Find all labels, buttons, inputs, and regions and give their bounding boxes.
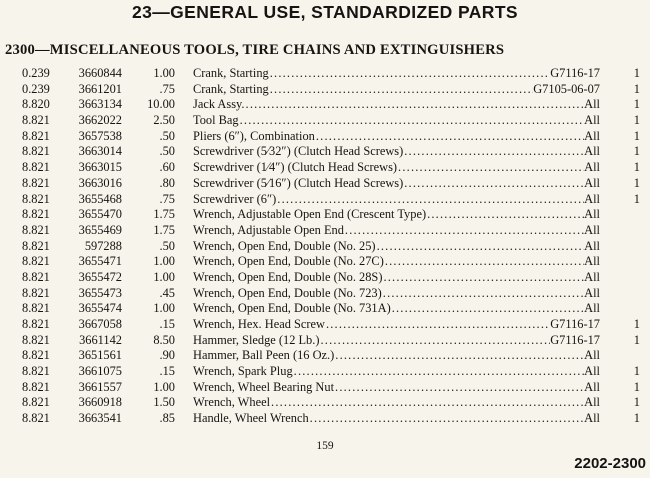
- part-number: 3667058: [78, 317, 122, 331]
- table-row: [0, 317, 650, 333]
- group-number: 8.821: [22, 113, 50, 128]
- part-description: Crank, Starting: [193, 66, 269, 80]
- parts-table: [0, 66, 650, 427]
- description-cell: [193, 97, 600, 113]
- part-number: 3657538: [78, 128, 122, 143]
- group-number: 8.821: [22, 222, 50, 237]
- table-row: [0, 192, 650, 208]
- part-description: Wrench, Open End, Double (No. 723): [193, 285, 382, 300]
- model-applicability: All: [584, 395, 600, 410]
- group-number: 8.821: [22, 301, 50, 316]
- part-description: Screwdriver (5⁄16″) (Clutch Head Screws): [193, 175, 404, 190]
- group-number: 8.821: [22, 254, 50, 269]
- dot-leader: [245, 97, 585, 113]
- part-number: 3663014: [78, 144, 122, 159]
- list-price: 1.75: [153, 222, 175, 237]
- dot-leader: [334, 380, 584, 396]
- part-description: Wrench, Open End, Double (No. 27C): [193, 254, 384, 269]
- part-number: 3655468: [78, 191, 122, 206]
- quantity: 1: [633, 144, 640, 159]
- quantity: 1: [633, 175, 640, 190]
- list-price: .50: [159, 238, 175, 253]
- dot-leader: [384, 254, 584, 270]
- part-description: Handle, Wheel Wrench: [193, 411, 309, 426]
- model-applicability: G7116-17: [550, 332, 600, 347]
- part-description: Wrench, Wheel Bearing Nut: [193, 379, 335, 394]
- table-row: [0, 129, 650, 145]
- description-cell: [193, 239, 600, 255]
- table-row: [0, 380, 650, 396]
- list-price: .15: [159, 317, 175, 331]
- part-number: 3655471: [78, 254, 122, 269]
- quantity: 1: [633, 113, 640, 128]
- group-number: 8.821: [22, 191, 50, 206]
- description-cell: [193, 192, 600, 208]
- description-cell: [193, 129, 600, 145]
- model-applicability: All: [584, 269, 600, 284]
- dot-leader: [382, 270, 584, 286]
- table-row: [0, 286, 650, 302]
- section-code: 2202-2300: [574, 455, 646, 472]
- table-row: [0, 348, 650, 364]
- group-number: 0.239: [22, 81, 50, 96]
- list-price: 8.50: [153, 332, 175, 347]
- part-description: Wrench, Open End, Double (No. 25): [193, 238, 376, 253]
- part-description: Wrench, Spark Plug: [193, 364, 293, 379]
- part-number: 3662022: [78, 113, 122, 128]
- part-description: Jack Assy.: [193, 97, 245, 112]
- group-number: 8.821: [22, 285, 50, 300]
- model-applicability: All: [584, 97, 600, 112]
- list-price: .50: [159, 144, 175, 159]
- dot-leader: [270, 395, 584, 411]
- description-cell: [193, 317, 600, 333]
- list-price: 1.50: [153, 395, 175, 410]
- description-cell: [193, 144, 600, 160]
- table-row: [0, 301, 650, 317]
- description-cell: [193, 286, 600, 302]
- part-description: Wrench, Adjustable Open End: [193, 222, 344, 237]
- model-applicability: All: [584, 379, 600, 394]
- part-number: 3655470: [78, 207, 122, 222]
- part-number: 3661201: [78, 81, 122, 96]
- model-applicability: All: [584, 411, 600, 426]
- group-number: 0.239: [22, 66, 50, 80]
- table-row: [0, 254, 650, 270]
- group-number: 8.821: [22, 175, 50, 190]
- part-description: Screwdriver (1⁄4″) (Clutch Head Screws): [193, 160, 398, 175]
- table-row: [0, 364, 650, 380]
- quantity: 1: [633, 81, 640, 96]
- table-row: [0, 82, 650, 98]
- list-price: .50: [159, 128, 175, 143]
- dot-leader: [315, 129, 584, 145]
- group-number: 8.821: [22, 238, 50, 253]
- model-applicability: All: [584, 160, 600, 175]
- description-cell: [193, 160, 600, 176]
- model-applicability: All: [584, 254, 600, 269]
- part-description: Hammer, Sledge (12 Lb.): [193, 332, 320, 347]
- description-cell: [193, 207, 600, 223]
- table-row: [0, 66, 650, 82]
- group-number: 8.821: [22, 395, 50, 410]
- table-row: [0, 239, 650, 255]
- quantity: 1: [633, 395, 640, 410]
- description-cell: [193, 176, 600, 192]
- list-price: .90: [159, 348, 175, 363]
- dot-leader: [426, 207, 584, 223]
- group-number: 8.821: [22, 364, 50, 379]
- description-cell: [193, 223, 600, 239]
- description-cell: [193, 270, 600, 286]
- part-number: 3655472: [78, 269, 122, 284]
- part-description: Wrench, Wheel: [193, 395, 271, 410]
- part-number: 3663016: [78, 175, 122, 190]
- model-applicability: G7116-17: [550, 66, 600, 80]
- description-cell: [193, 395, 600, 411]
- group-number: 8.821: [22, 348, 50, 363]
- list-price: 1.00: [153, 254, 175, 269]
- model-applicability: All: [584, 285, 600, 300]
- list-price: .60: [159, 160, 175, 175]
- list-price: 1.00: [153, 66, 175, 80]
- dot-leader: [325, 317, 550, 333]
- list-price: 1.00: [153, 269, 175, 284]
- group-number: 8.820: [22, 97, 50, 112]
- list-price: .45: [159, 285, 175, 300]
- part-number: 3663015: [78, 160, 122, 175]
- model-applicability: All: [584, 348, 600, 363]
- table-row: [0, 223, 650, 239]
- table-row: [0, 160, 650, 176]
- dot-leader: [403, 144, 584, 160]
- model-applicability: All: [584, 238, 600, 253]
- part-description: Tool Bag: [193, 113, 239, 128]
- model-applicability: All: [584, 222, 600, 237]
- list-price: 2.50: [153, 113, 175, 128]
- model-applicability: All: [584, 364, 600, 379]
- group-number: 8.821: [22, 269, 50, 284]
- list-price: 1.75: [153, 207, 175, 222]
- part-number: 3663134: [78, 97, 122, 112]
- dot-leader: [382, 286, 584, 302]
- part-number: 3661075: [78, 364, 122, 379]
- model-applicability: All: [584, 128, 600, 143]
- quantity: 1: [633, 66, 640, 80]
- part-number: 3663541: [78, 411, 122, 426]
- dot-leader: [344, 223, 584, 239]
- page-number: 159: [316, 440, 334, 452]
- table-row: [0, 144, 650, 160]
- description-cell: [193, 364, 600, 380]
- model-applicability: G7116-17: [550, 317, 600, 331]
- model-applicability: All: [584, 144, 600, 159]
- list-price: .15: [159, 364, 175, 379]
- description-cell: [193, 411, 600, 427]
- table-row: [0, 113, 650, 129]
- dot-leader: [293, 364, 585, 380]
- table-row: [0, 176, 650, 192]
- part-number: 3660844: [78, 66, 122, 80]
- part-description: Hammer, Ball Peen (16 Oz.): [193, 348, 335, 363]
- part-number: 3655469: [78, 222, 122, 237]
- part-number: 3661557: [78, 379, 122, 394]
- list-price: 1.00: [153, 301, 175, 316]
- part-number: 3655473: [78, 285, 122, 300]
- description-cell: [193, 82, 600, 98]
- model-applicability: All: [584, 207, 600, 222]
- model-applicability: G7105-06-07: [533, 81, 600, 96]
- group-number: 8.821: [22, 128, 50, 143]
- part-number: 3651561: [78, 348, 122, 363]
- list-price: 1.00: [153, 379, 175, 394]
- part-number: 3661142: [79, 332, 122, 347]
- model-applicability: All: [584, 175, 600, 190]
- dot-leader: [319, 333, 550, 349]
- dot-leader: [397, 160, 584, 176]
- group-number: 8.821: [22, 317, 50, 331]
- dot-leader: [376, 239, 585, 255]
- table-row: [0, 333, 650, 349]
- part-description: Wrench, Open End, Double (No. 28S): [193, 269, 383, 284]
- quantity: 1: [633, 411, 640, 426]
- dot-leader: [269, 66, 550, 82]
- group-number: 8.821: [22, 411, 50, 426]
- description-cell: [193, 301, 600, 317]
- quantity: 1: [633, 97, 640, 112]
- part-description: Pliers (6″), Combination: [193, 128, 315, 143]
- quantity: 1: [633, 160, 640, 175]
- quantity: 1: [633, 191, 640, 206]
- part-description: Crank, Starting: [193, 81, 269, 96]
- model-applicability: All: [584, 191, 600, 206]
- dot-leader: [276, 192, 584, 208]
- part-description: Screwdriver (6″): [193, 191, 277, 206]
- group-number: 8.821: [22, 207, 50, 222]
- list-price: .80: [159, 175, 175, 190]
- model-applicability: All: [584, 113, 600, 128]
- page-title: 23—GENERAL USE, STANDARDIZED PARTS: [131, 2, 518, 22]
- dot-leader: [269, 82, 534, 98]
- list-price: .75: [159, 81, 175, 96]
- list-price: .85: [159, 411, 175, 426]
- model-applicability: All: [584, 301, 600, 316]
- quantity: 1: [633, 128, 640, 143]
- part-description: Wrench, Adjustable Open End (Crescent Type): [193, 207, 427, 222]
- description-cell: [193, 380, 600, 396]
- description-cell: [193, 113, 600, 129]
- section-heading: 2300—MISCELLANEOUS TOOLS, TIRE CHAINS AND EXTINGUISHERS: [5, 42, 505, 58]
- part-description: Screwdriver (5⁄32″) (Clutch Head Screws): [193, 144, 404, 159]
- table-row: [0, 207, 650, 223]
- dot-leader: [309, 411, 584, 427]
- part-description: Wrench, Open End, Double (No. 731A): [193, 301, 391, 316]
- dot-leader: [334, 348, 584, 364]
- dot-leader: [391, 301, 584, 317]
- description-cell: [193, 348, 600, 364]
- dot-leader: [403, 176, 584, 192]
- part-number: 3655474: [78, 301, 122, 316]
- list-price: .75: [159, 191, 175, 206]
- description-cell: [193, 333, 600, 349]
- quantity: 1: [633, 317, 640, 331]
- part-number: 3660918: [78, 395, 122, 410]
- table-row: [0, 395, 650, 411]
- quantity: 1: [633, 364, 640, 379]
- group-number: 8.821: [22, 144, 50, 159]
- list-price: 10.00: [147, 97, 175, 112]
- quantity: 1: [633, 379, 640, 394]
- description-cell: [193, 254, 600, 270]
- table-row: [0, 411, 650, 427]
- part-description: Wrench, Hex. Head Screw: [193, 317, 325, 331]
- part-number: 597288: [84, 238, 122, 253]
- group-number: 8.821: [22, 332, 50, 347]
- description-cell: [193, 66, 600, 82]
- group-number: 8.821: [22, 379, 50, 394]
- table-row: [0, 97, 650, 113]
- dot-leader: [239, 113, 585, 129]
- quantity: 1: [633, 332, 640, 347]
- group-number: 8.821: [22, 160, 50, 175]
- table-row: [0, 270, 650, 286]
